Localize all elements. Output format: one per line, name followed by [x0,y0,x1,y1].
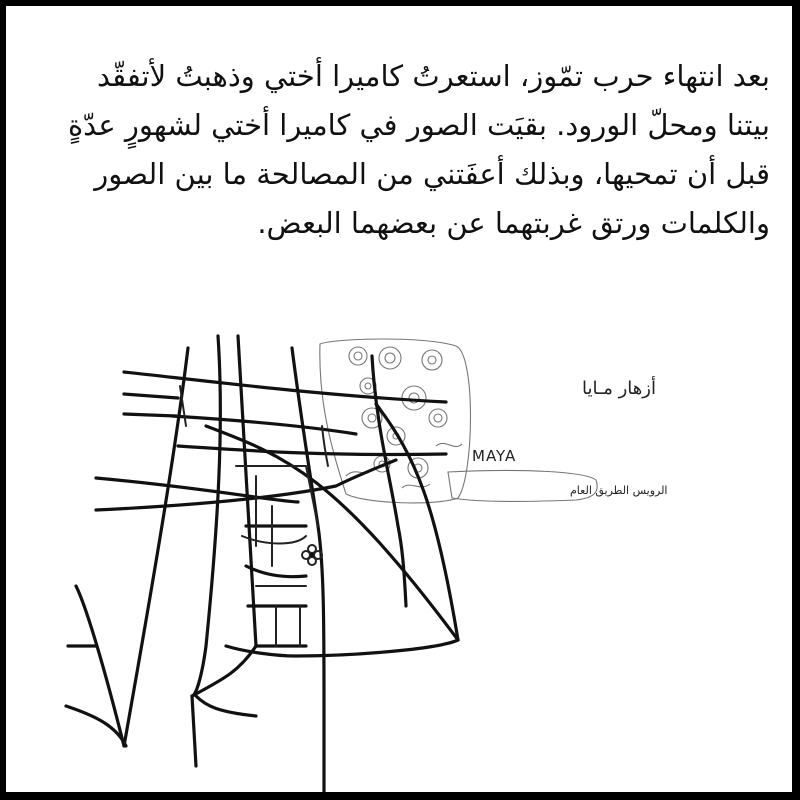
shop-name-latin: MAYA [472,447,517,465]
story-line-3: قبل أن تمحيها، وبذلك أعفَتني من المصالحة ما بين الصور [94,157,770,191]
comic-panel [6,6,792,792]
story-line-2: بيتنا ومحلّ الورود. بقيَت الصور في كاميرا أختي لشهورٍ عدّةٍ [67,108,770,142]
roads [66,336,458,792]
story-line-1: بعد انتهاء حرب تمّوز، استعرتُ كاميرا أختي وذهبتُ لأتفقّد [96,59,770,93]
street-label: الرويس الطريق العام [570,484,668,497]
street-map [6,6,792,792]
story-line-4: والكلمات ورتق غربتهما عن بعضهما البعض. [257,206,770,240]
flower-sketch [320,339,597,503]
shop-name-arabic: أزهار مـايا [582,378,656,399]
